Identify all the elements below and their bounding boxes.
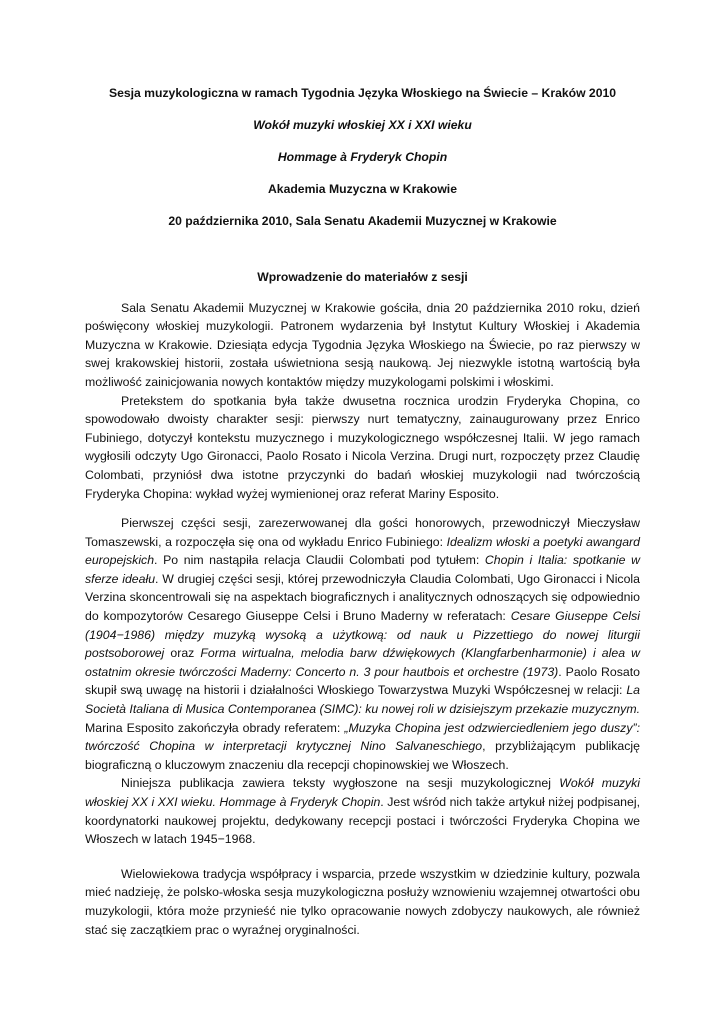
paragraph-4 bbox=[85, 774, 640, 848]
paragraph-5: Wielowiekowa tradycja współpracy i wsparcia, przede wszystkim w dziedzinie kultury, pozwala mieć nadzieję, że polsko-włoska sesja muzykologiczna posłuży wznowieniu wzajemnej otwartości obu muzykologii, która może przynieść nie tylko opracowanie nowych zdobyczy naukowych, ale również stać się zaczątkiem prac o wyraźnej oryginalności. bbox=[85, 866, 640, 937]
p3-text-7: , przybliżającym publikację biograficzną o kluczowym znaczeniu dla recepcji chopinowskiej we Włoszech. bbox=[85, 739, 640, 772]
p3-text-4: oraz bbox=[164, 646, 201, 661]
p3-text-2: . Po nim nastąpiła relacja Claudii Colombati pod tytułem: bbox=[154, 553, 485, 568]
paragraph-2: Pretekstem do spotkania była także dwusetna rocznica urodzin Fryderyka Chopina, co spowodowało dwoisty charakter sesji: pierwszy nurt tematyczny, zainaugurowany przez Enrico Fubiniego, dotyczył kontekstu muzycznego i muzykologicznego współczesnej Italii. W jego ramach wygłosili odczyty Ugo Gironacci, Paolo Rosato i Nicola Verzina. Drugi nurt, rozpoczęty przez Claudię Colombati, przyniósł dwa istotne przyczynki do badań włoskiej muzykologii nad twórczością Fryderyka Chopina: wykład wyżej wymienionej oraz referat Mariny Esposito. bbox=[85, 393, 640, 501]
p4-text-1: Niniejsza publikacja zawiera teksty wygłoszone na sesji muzykologicznej bbox=[121, 776, 560, 791]
session-date-place: 20 października 2010, Sala Senatu Akademii Muzycznej w Krakowie bbox=[168, 214, 557, 229]
p3-text-3: . W drugiej części sesji, której przewodniczyła Claudia Colombati, Ugo Gironacci i Nicola Verzina skoncentrowali się na aspektach biograficznych i analitycznych odnoszących się odpowiednio do kompozytorów Cesarego Giuseppe Celsi i Bruno Maderny w referatach: bbox=[85, 571, 640, 624]
p3-text-5: . Paolo Rosato skupił swą uwagę na historii i działalności Włoskiego Towarzystwa Muzyki Współczesnej w relacji: bbox=[85, 664, 640, 698]
session-hommage: Hommage à Fryderyk Chopin bbox=[277, 150, 448, 165]
p4-title-1: Wokół muzyki włoskiej XX i XXI wieku. Hommage à Fryderyk Chopin bbox=[85, 776, 640, 809]
p4-text-2: . Jest wśród nich także artykuł niżej podpisanej, koordynatorki naukowej projektu, dedykowany recepcji postaci i twórczości Fryderyka Chopina we Włoszech w latach 1945−1968. bbox=[85, 795, 640, 847]
session-title: Sesja muzykologiczna w ramach Tygodnia Języka Włoskiego na Świecie – Kraków 2010 bbox=[108, 86, 617, 100]
session-subtitle: Wokół muzyki włoskiej XX i XXI wieku bbox=[253, 118, 472, 133]
p3-title-5: La Società Italiana di Musica Contemporanea (SIMC): ku nowej roli w dzisiejszym przekazie muzycznym. bbox=[85, 683, 640, 717]
section-title: Wprowadzenie do materiałów z sesji bbox=[257, 269, 468, 284]
p3-title-6: „Muzyka Chopina jest odzwierciedleniem jego duszy”: twórczość Chopina w interpretacji krytycznej Nino Salvaneschiego bbox=[85, 720, 640, 754]
p3-title-2: Chopin i Italia: spotkanie w sferze ideału bbox=[85, 553, 640, 586]
session-institution: Akademia Muzyczna w Krakowie bbox=[268, 182, 457, 197]
p3-title-3: Cesare Giuseppe Celsi (1904−1986) między muzyką wysoką a użytkową: od nauk u Pizzettiego do nowej liturgii postsoborowej bbox=[85, 609, 640, 661]
p3-title-1: Idealizm włoski a poetyki awangard europejskich bbox=[85, 534, 640, 568]
p3-text-6: Marina Esposito zakończyła obrady referatem: bbox=[85, 720, 345, 735]
p3-title-4: Forma wirtualna, melodia barw dźwiękowych (Klangfarbenharmonie) i alea w ostatnim okresie twórczości Maderny: Concerto n. 3 pour hautbois et orchestre (1973) bbox=[85, 646, 640, 679]
p3-text-1: Pierwszej części sesji, zarezerwowanej dla gości honorowych, przewodniczył Mieczysław Tomaszewski, a rozpoczęła się ona od wykładu Enrico Fubiniego: bbox=[85, 516, 640, 549]
paragraph-3 bbox=[85, 514, 640, 774]
paragraph-1: Sala Senatu Akademii Muzycznej w Krakowie gościła, dnia 20 października 2010 roku, dzień poświęcony włoskiej muzykologii. Patronem wydarzenia był Instytut Kultury Włoskiej i Akademia Muzyczna w Krakowie. Dziesiąta edycja Tygodnia Języka Włoskiego na Świecie, po raz pierwszy w swej krakowskiej historii, została uświetniona sesją naukową. Jej niezwykle istotną wartością była możliwość zainicjowania nowych kontaktów między muzykologami polskimi i włoskimi. bbox=[85, 300, 640, 389]
